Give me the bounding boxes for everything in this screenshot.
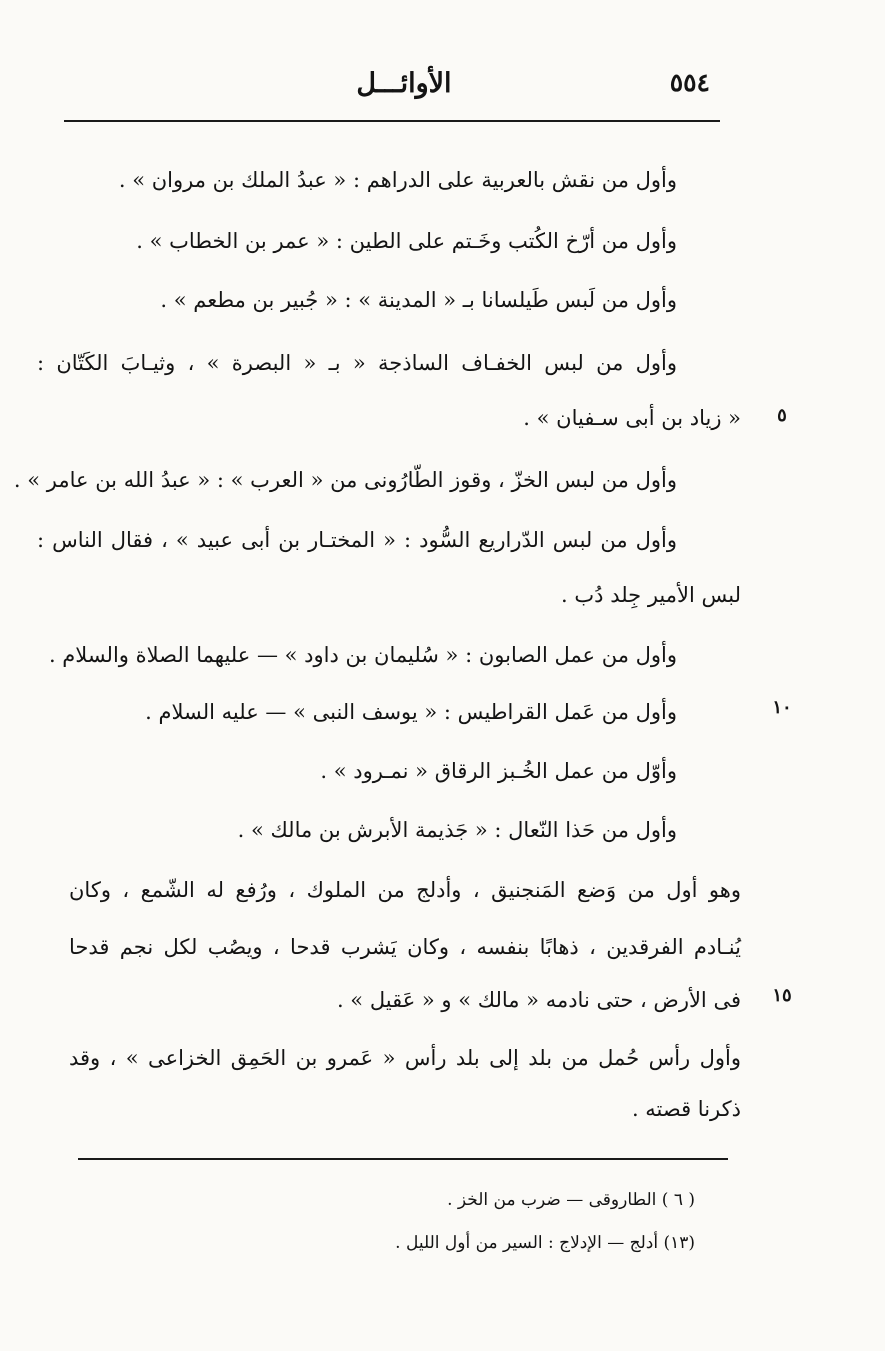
page-header: [64, 68, 720, 112]
text-line: ذكرنا قصته .: [631, 1097, 741, 1121]
text-line: وأول من نقش بالعربية على الدراهم : « عبدُ الملك بن مروان » .: [118, 168, 677, 192]
margin-line-number: ١٠: [772, 697, 792, 718]
text-line: وأول من أرّخ الكُتب وخَـتم على الطين : « عمر بن الخطاب » .: [136, 229, 677, 253]
text-line: وأول من لَبس طَيلسانا بـ « المدينة » : « جُبير بن مطعم » .: [160, 288, 677, 312]
text-line: وأول من لبس الخزّ ، وقوز الطّارُونى من « العرب » : « عبدُ الله بن عامر » .: [13, 468, 677, 492]
text-line: وأول من عمل الصابون : « سُليمان بن داود » — عليهما الصلاة والسلام .: [48, 643, 677, 667]
margin-line-number: ٥: [777, 405, 787, 426]
text-line: وأول من لبس الدّراريع السُّود : « المختـار بن أبى عبيد » ، فقال الناس :: [37, 528, 677, 552]
footnote: (١٣) أدلج — الإدلاج : السير من أول الليل .: [395, 1233, 695, 1253]
text-line: وهو أول من وَضع المَنجنيق ، وأدلج من الملوك ، ورُفع له الشّمع ، وكان: [69, 878, 741, 902]
text-line: فى الأرض ، حتى نادمه « مالك » و « عَقيل » .: [336, 988, 741, 1012]
running-title: الأوائـــل: [356, 68, 452, 99]
header-rule: [64, 120, 720, 122]
text-line: يُنـادم الفرقدين ، ذهابًا بنفسه ، وكان يَشرب قدحا ، ويصُب لكل نجم قدحا: [69, 935, 741, 959]
text-line: وأول من لبس الخفـاف الساذجة « بـ « البصرة » ، وثيـابَ الكَتّان :: [37, 351, 677, 375]
page-number: ٥٥٤: [669, 68, 710, 97]
footnote-rule: [78, 1158, 728, 1160]
text-line: وأول من عَمل القراطيس : « يوسف النبى » — عليه السلام .: [145, 700, 677, 724]
footnote: ( ٦ ) الطاروقى — ضرب من الخز .: [447, 1190, 695, 1210]
text-line: وأوّل من عمل الخُـبز الرقاق « نمـرود » .: [320, 759, 677, 783]
margin-line-number: ١٥: [772, 985, 792, 1006]
text-line: وأول من حَذا النّعال : « جَذيمة الأبرش بن مالك » .: [237, 818, 677, 842]
text-line: وأول رأس حُمل من بلد إلى بلد رأس « عَمرو بن الحَمِق الخزاعى » ، وقد: [69, 1046, 741, 1070]
text-line: « زياد بن أبى سـفيان » .: [523, 406, 741, 430]
text-line: لبس الأمير جِلد دُب .: [561, 583, 741, 607]
